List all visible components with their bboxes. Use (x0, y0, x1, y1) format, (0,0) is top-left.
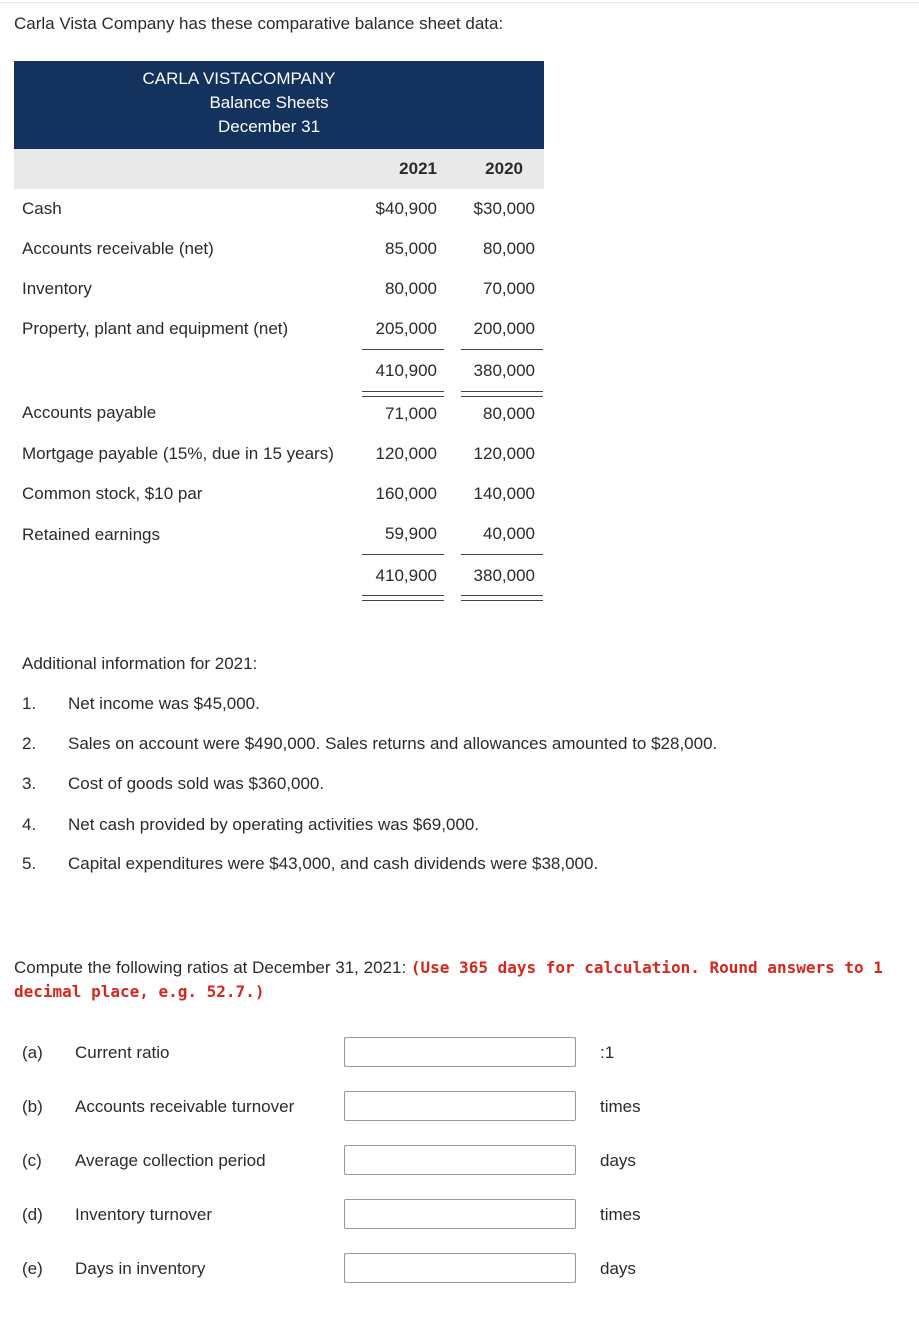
question-letter: (a) (22, 1043, 43, 1062)
row-label: Accounts receivable (net) (22, 239, 214, 258)
list-item-number: 3. (22, 774, 37, 793)
amount-2021: 205,000 (375, 319, 437, 338)
subtotal-underline (461, 349, 543, 350)
question-unit: :1 (600, 1043, 615, 1062)
row-label: Cash (22, 199, 62, 218)
year-2020: 2020 (485, 159, 523, 178)
row-label: Accounts payable (22, 403, 157, 422)
total-assets-2021: 410,900 (375, 361, 437, 380)
question-letter: (b) (22, 1097, 43, 1116)
compute-text: Compute the following ratios at December 31, 2021: (14, 958, 411, 977)
intro-text: Carla Vista Company has these comparative balance sheet data: (14, 14, 504, 33)
total-double-underline (362, 595, 444, 601)
amount-2021: 71,000 (385, 404, 437, 423)
row-label: Retained earnings (22, 525, 160, 544)
question-letter: (e) (22, 1259, 43, 1278)
total-double-underline (461, 595, 543, 601)
row-label: Property, plant and equipment (net) (22, 319, 289, 338)
total-double-underline (362, 391, 444, 397)
list-item-text: Capital expenditures were $43,000, and cash dividends were $38,000. (68, 854, 599, 873)
amount-2020: 80,000 (483, 404, 535, 423)
amount-2021: 160,000 (375, 484, 437, 503)
question-unit: times (600, 1205, 641, 1224)
list-item-text: Net cash provided by operating activities was $69,000. (68, 815, 480, 834)
subtotal-underline (461, 554, 543, 555)
total-liabilities-2020: 380,000 (473, 566, 535, 585)
question-unit: days (600, 1259, 636, 1278)
top-divider (0, 2, 919, 3)
amount-2020: 120,000 (473, 444, 535, 463)
list-item-number: 1. (22, 694, 37, 713)
amount-2020: 200,000 (473, 319, 535, 338)
year-header-row (14, 149, 544, 189)
company-name: CARLA VISTACOMPANY (142, 69, 336, 88)
inventory-turnover-input[interactable] (344, 1199, 576, 1229)
question-unit: times (600, 1097, 641, 1116)
statement-title: Balance Sheets (209, 93, 329, 112)
average-collection-period-input[interactable] (344, 1145, 576, 1175)
amount-2020: 80,000 (483, 239, 535, 258)
additional-info-title: Additional information for 2021: (22, 654, 258, 673)
question-label: Days in inventory (75, 1259, 206, 1278)
list-item-number: 2. (22, 734, 37, 753)
amount-2021: $40,900 (375, 199, 437, 218)
amount-2021: 80,000 (385, 279, 437, 298)
list-item-text: Cost of goods sold was $360,000. (68, 774, 325, 793)
question-label: Inventory turnover (75, 1205, 213, 1224)
row-label: Mortgage payable (15%, due in 15 years) (22, 444, 334, 463)
current-ratio-input[interactable] (344, 1037, 576, 1067)
question-label: Current ratio (75, 1043, 170, 1062)
year-2021: 2021 (399, 159, 437, 178)
list-item-number: 5. (22, 854, 37, 873)
question-letter: (c) (22, 1151, 42, 1170)
subtotal-underline (362, 554, 444, 555)
total-assets-2020: 380,000 (473, 361, 535, 380)
compute-instructions (14, 956, 904, 1004)
total-double-underline (461, 391, 543, 397)
amount-2020: $30,000 (473, 199, 535, 218)
row-label: Inventory (22, 279, 92, 298)
amount-2020: 40,000 (483, 524, 535, 543)
list-item-text: Sales on account were $490,000. Sales returns and allowances amounted to $28,000. (68, 734, 718, 753)
total-liabilities-2021: 410,900 (375, 566, 437, 585)
balance-sheet-header (14, 61, 544, 149)
amount-2020: 140,000 (473, 484, 535, 503)
amount-2021: 120,000 (375, 444, 437, 463)
amount-2021: 59,900 (385, 524, 437, 543)
row-label: Common stock, $10 par (22, 484, 203, 503)
subtotal-underline (362, 349, 444, 350)
question-unit: days (600, 1151, 636, 1170)
question-label: Average collection period (75, 1151, 266, 1170)
compute-rounding-note: (Use 365 days for calculation. Round answers to 1 decimal place, e.g. 52.7.) (14, 958, 883, 1001)
amount-2020: 70,000 (483, 279, 535, 298)
days-in-inventory-input[interactable] (344, 1253, 576, 1283)
list-item-text: Net income was $45,000. (68, 694, 260, 713)
receivable-turnover-input[interactable] (344, 1091, 576, 1121)
amount-2021: 85,000 (385, 239, 437, 258)
list-item-number: 4. (22, 815, 37, 834)
question-letter: (d) (22, 1205, 43, 1224)
statement-date: December 31 (217, 117, 321, 136)
question-label: Accounts receivable turnover (75, 1097, 295, 1116)
